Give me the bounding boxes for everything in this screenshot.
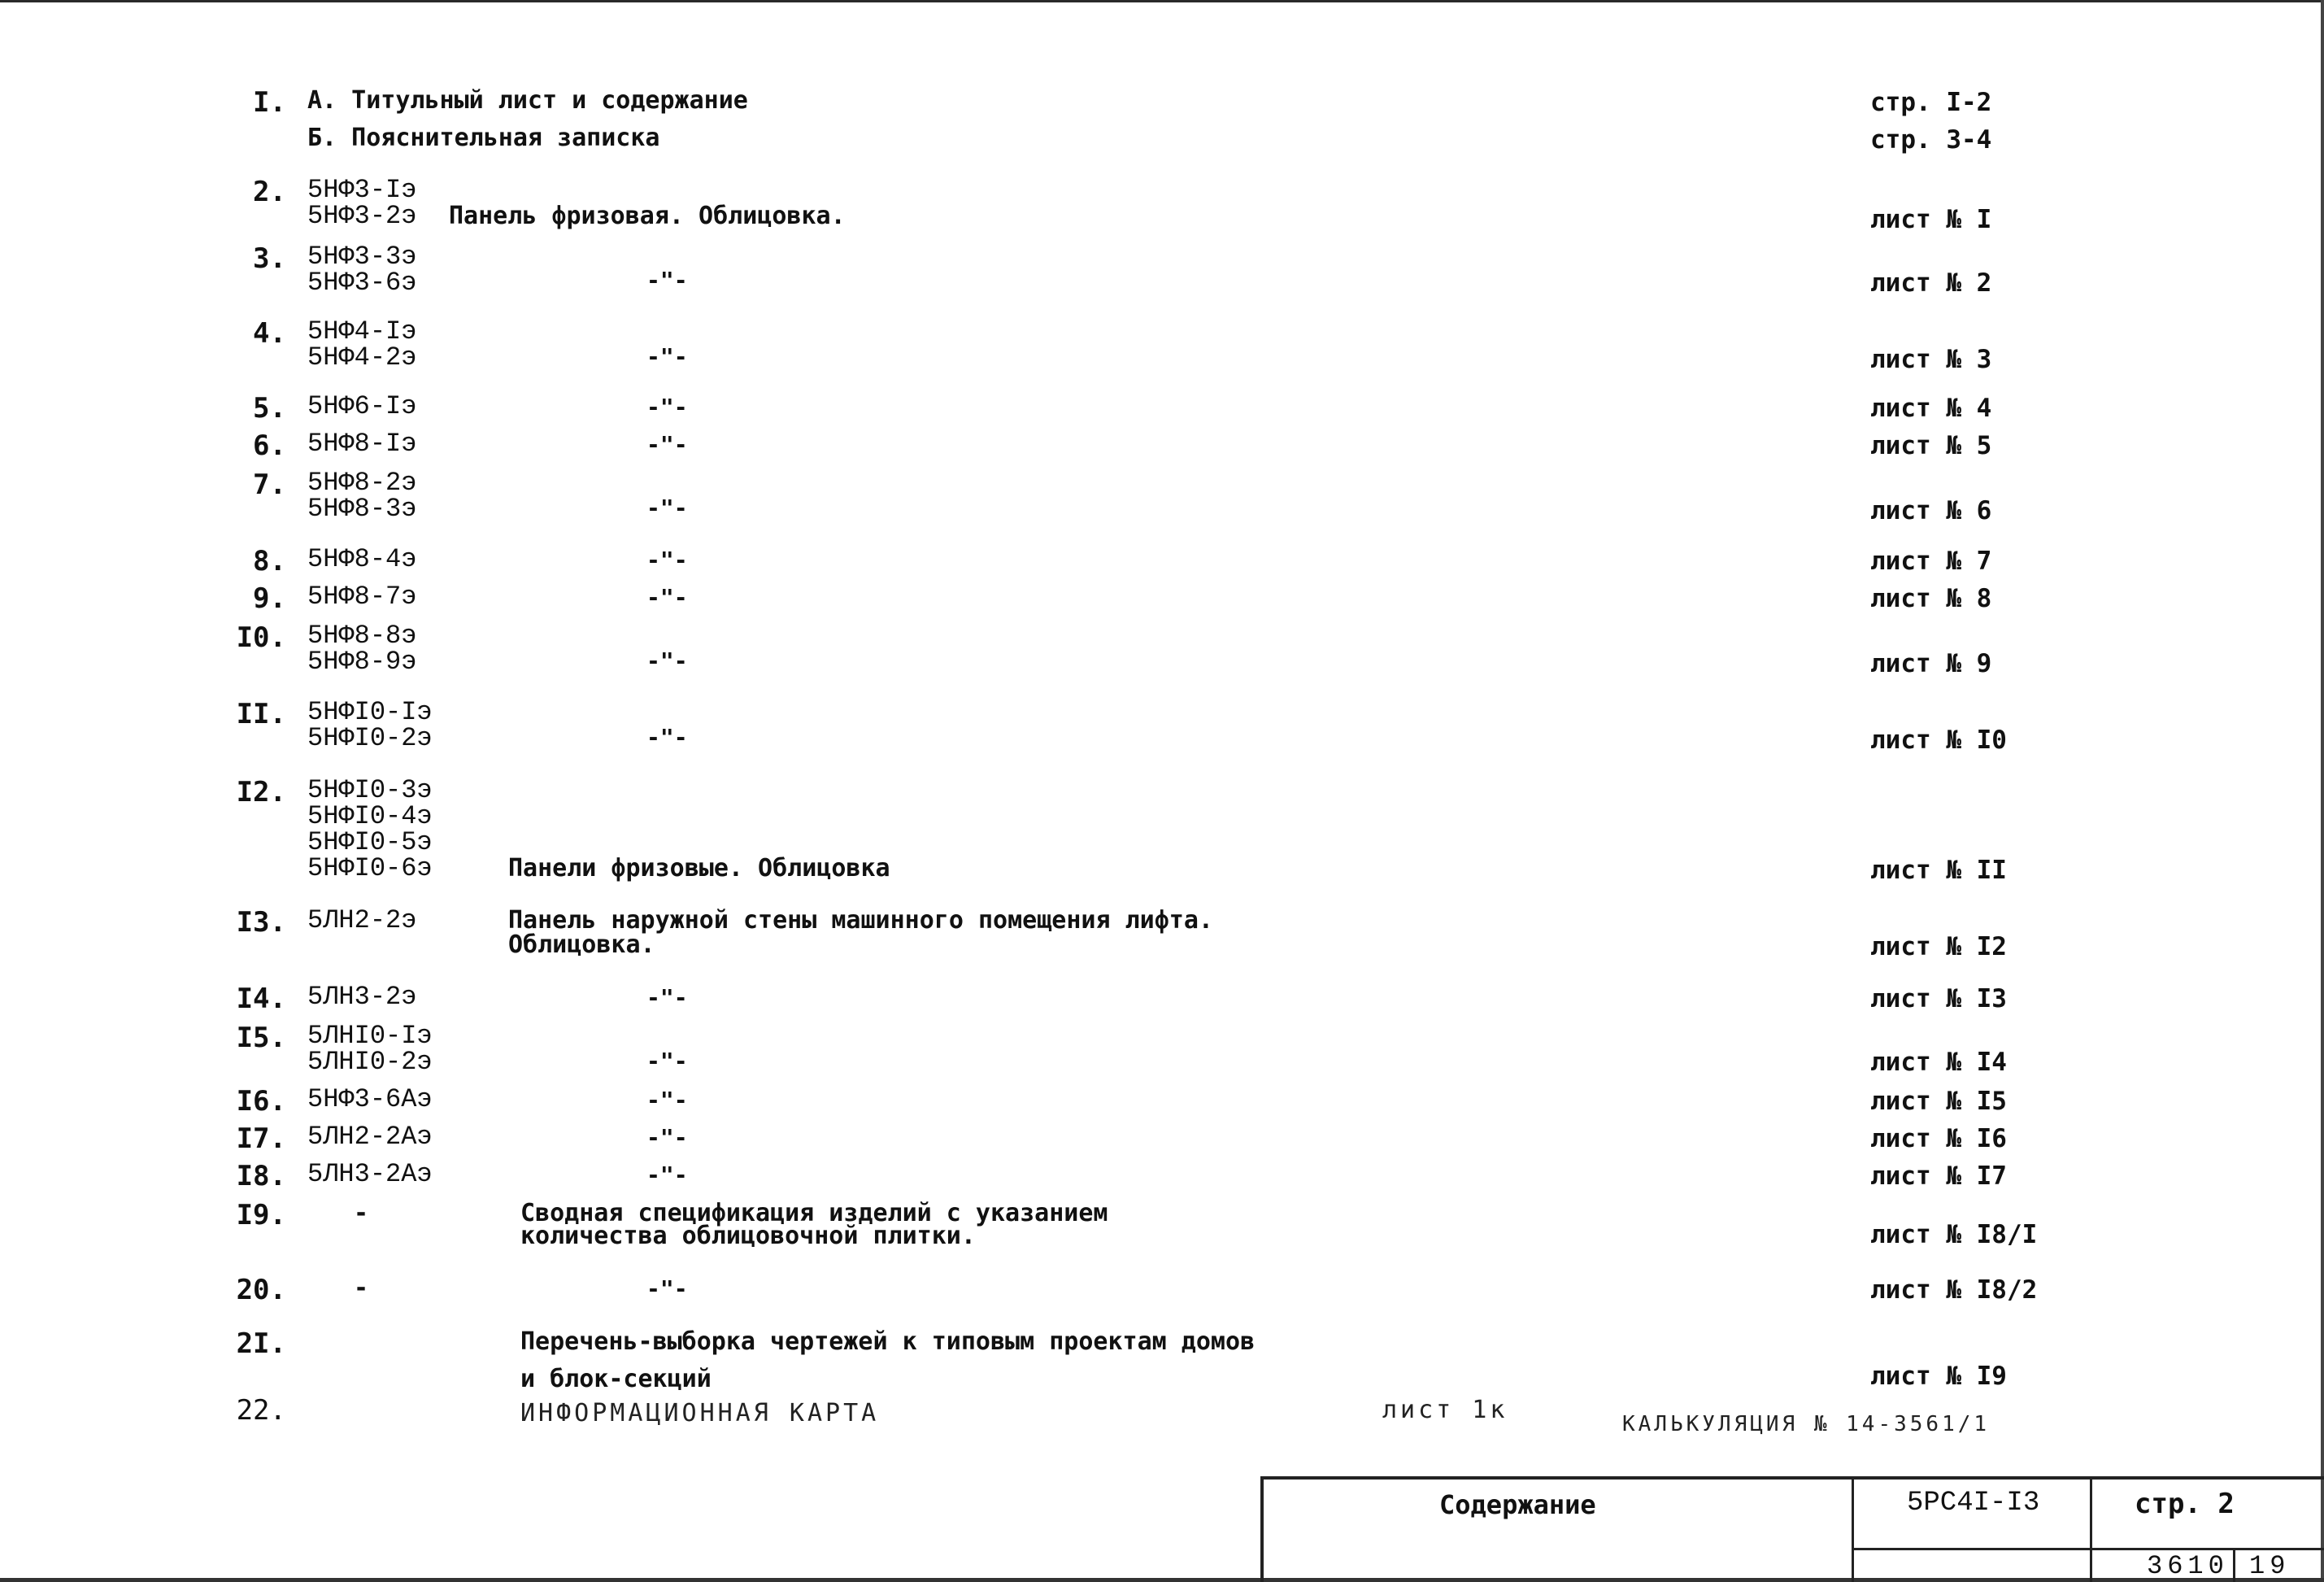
row-codes	[307, 699, 454, 752]
row-description: и блок-секций	[520, 1365, 712, 1393]
row-sheet: лист № I7	[1870, 1161, 2007, 1191]
ditto-mark: -"-	[646, 343, 688, 370]
row-sheet: лист № 5	[1870, 431, 1992, 460]
row-codes	[307, 431, 454, 457]
row-sheet: лист № 6	[1870, 496, 1992, 525]
row-sheet: лист № 7	[1870, 547, 1992, 576]
drawing-code: 5НФ3-6Аэ	[307, 1084, 433, 1114]
row-codes	[307, 316, 454, 373]
ditto-mark: -"-	[646, 267, 688, 294]
ditto-mark: -"-	[646, 1087, 688, 1114]
document-title: Содержание	[1439, 1489, 1596, 1520]
row-sheet: лист № I	[1870, 205, 1992, 234]
row-codes	[307, 775, 454, 883]
drawing-code: 5ЛНI0-Iэ	[307, 1021, 433, 1051]
title-block-divider	[1852, 1548, 2324, 1550]
row-sheet: лист № I9	[1870, 1362, 2007, 1391]
title-block-divider	[1852, 1476, 1854, 1582]
ditto-mark: -"-	[646, 394, 688, 421]
drawing-code: 5ЛН2-2Аэ	[307, 1122, 433, 1152]
drawing-code: 5НФ3-2э	[307, 201, 417, 231]
page-number: стр. 2	[2135, 1488, 2235, 1520]
title-block	[1260, 1476, 2324, 1582]
ditto-mark: -"-	[646, 431, 688, 458]
row-number: I4.	[236, 983, 286, 1015]
row-number: 8.	[253, 545, 286, 577]
drawing-code: 5НФ8-9э	[307, 647, 417, 677]
drawing-code: 5НФ3-3э	[307, 242, 417, 272]
row-number: I3.	[236, 906, 286, 939]
row-description: ИНФОРМАЦИОННАЯ КАРТА	[520, 1399, 880, 1427]
row-description: Б. Пояснительная записка	[307, 124, 660, 152]
row-sheet: лист № 8	[1870, 584, 1992, 613]
ditto-mark: -"-	[646, 584, 688, 611]
row-number: I.	[253, 86, 286, 119]
row-description: количества облицовочной плитки.	[520, 1222, 976, 1250]
row-sheet: лист № I4	[1870, 1048, 2007, 1077]
row-number: 2I.	[236, 1327, 286, 1360]
row-number: I2.	[236, 776, 286, 808]
row-description: Облицовка.	[508, 930, 655, 959]
row-codes	[307, 391, 454, 421]
sheet-numbers: 3610 19	[2147, 1551, 2291, 1581]
drawing-code: 5НФ8-Iэ	[307, 429, 417, 459]
row-number: 3.	[253, 242, 286, 275]
drawing-code: 5ЛН3-2Аэ	[307, 1159, 433, 1189]
row-description: Панели фризовые. Облицовка	[508, 854, 890, 883]
row-sheet: лист № I6	[1870, 1124, 2007, 1153]
row-sheet: лист № 9	[1870, 649, 1992, 678]
row-number: I5.	[236, 1022, 286, 1054]
row-codes	[307, 244, 454, 296]
row-sheet: лист № 3	[1870, 345, 1992, 374]
drawing-code: 5НФ6-Iэ	[307, 391, 417, 421]
drawing-code: 5НФ8-2э	[307, 468, 417, 498]
row-number: I9.	[236, 1199, 286, 1231]
drawing-code: 5ЛНI0-2э	[307, 1047, 433, 1077]
row-sheet: лист № I8/I	[1870, 1220, 2038, 1249]
row-description: Панель наружной стены машинного помещения лифта.	[508, 906, 1213, 935]
drawing-code: 5НФ8-3э	[307, 494, 417, 524]
drawing-code: 5НФ8-8э	[307, 621, 417, 651]
row-sheet: лист № 4	[1870, 394, 1992, 423]
title-block-border	[1260, 1476, 1264, 1582]
ditto-mark: -"-	[646, 647, 688, 674]
row-sheet: лист № I8/2	[1870, 1275, 2038, 1305]
drawing-code: 5НФ3-Iэ	[307, 175, 417, 205]
document-code: 5РС4I-I3	[1907, 1488, 2040, 1519]
ditto-mark: -"-	[646, 1275, 688, 1302]
row-number: 5.	[253, 392, 286, 425]
row-number: 2.	[253, 176, 286, 208]
row-dash: -	[354, 1274, 369, 1302]
row-codes	[307, 584, 454, 610]
row-codes	[307, 1161, 454, 1188]
drawing-code: 5НФI0-5э	[307, 827, 433, 857]
row-codes	[307, 177, 454, 229]
drawing-code: 5НФ8-4э	[307, 544, 417, 574]
row-page-ref: стр. 3-4	[1870, 125, 1992, 155]
drawing-code: 5НФ3-6э	[307, 268, 417, 298]
row-description: Панель фризовая. Облицовка.	[449, 202, 846, 230]
row-sheet: лист № I5	[1870, 1087, 2007, 1116]
row-description: А. Титульный лист и содержание	[307, 86, 748, 115]
drawing-code: 5ЛН3-2э	[307, 982, 417, 1012]
row-number: 4.	[253, 317, 286, 350]
drawing-code: 5НФI0-4э	[307, 801, 433, 831]
row-number: 9.	[253, 582, 286, 615]
ditto-mark: -"-	[646, 547, 688, 573]
row-number: I8.	[236, 1160, 286, 1192]
row-dash: -	[354, 1199, 369, 1227]
calculation-note: КАЛЬКУЛЯЦИЯ № 14-3561/1	[1622, 1412, 1991, 1436]
row-sheet: лист № 2	[1870, 268, 1992, 298]
row-codes	[307, 905, 454, 935]
drawing-code: 5НФI0-6э	[307, 853, 433, 883]
title-block-border	[1260, 1476, 2324, 1480]
row-number: 6.	[253, 429, 286, 462]
row-sheet: лист № II	[1870, 856, 2007, 885]
row-codes	[307, 984, 454, 1010]
row-codes	[307, 470, 454, 522]
row-codes	[307, 544, 454, 574]
row-sheet: лист 1к	[1382, 1396, 1508, 1424]
row-sheet: лист № I0	[1870, 726, 2007, 755]
drawing-code: 5ЛН2-2э	[307, 905, 417, 935]
drawing-code: 5НФI0-2э	[307, 723, 433, 753]
drawing-code: 5НФ4-2э	[307, 342, 417, 373]
drawing-code: 5НФ4-Iэ	[307, 316, 417, 346]
ditto-mark: -"-	[646, 1161, 688, 1188]
row-codes	[307, 623, 454, 675]
row-codes	[307, 1124, 454, 1150]
row-number: 20.	[236, 1274, 286, 1306]
drawing-code: 5НФI0-Iэ	[307, 697, 433, 727]
row-sheet: лист № I3	[1870, 984, 2007, 1013]
drawing-code: 5НФI0-3э	[307, 775, 433, 805]
ditto-mark: -"-	[646, 984, 688, 1011]
ditto-mark: -"-	[646, 1048, 688, 1074]
row-number: I0.	[236, 621, 286, 654]
row-description: Перечень-выборка чертежей к типовым проектам домов	[520, 1327, 1256, 1356]
ditto-mark: -"-	[646, 1124, 688, 1151]
row-page-ref: стр. I-2	[1870, 88, 1992, 117]
row-number: 22.	[236, 1394, 286, 1427]
row-number: I7.	[236, 1122, 286, 1155]
row-number: 7.	[253, 468, 286, 501]
row-number: I6.	[236, 1085, 286, 1118]
title-block-divider	[2090, 1476, 2092, 1582]
ditto-mark: -"-	[646, 495, 688, 521]
drawing-code: 5НФ8-7э	[307, 582, 417, 612]
row-description: Сводная спецификация изделий с указанием	[520, 1199, 1108, 1227]
row-codes	[307, 1084, 454, 1114]
row-codes	[307, 1023, 454, 1075]
row-number: II.	[236, 698, 286, 730]
ditto-mark: -"-	[646, 724, 688, 751]
row-sheet: лист № I2	[1870, 932, 2007, 961]
